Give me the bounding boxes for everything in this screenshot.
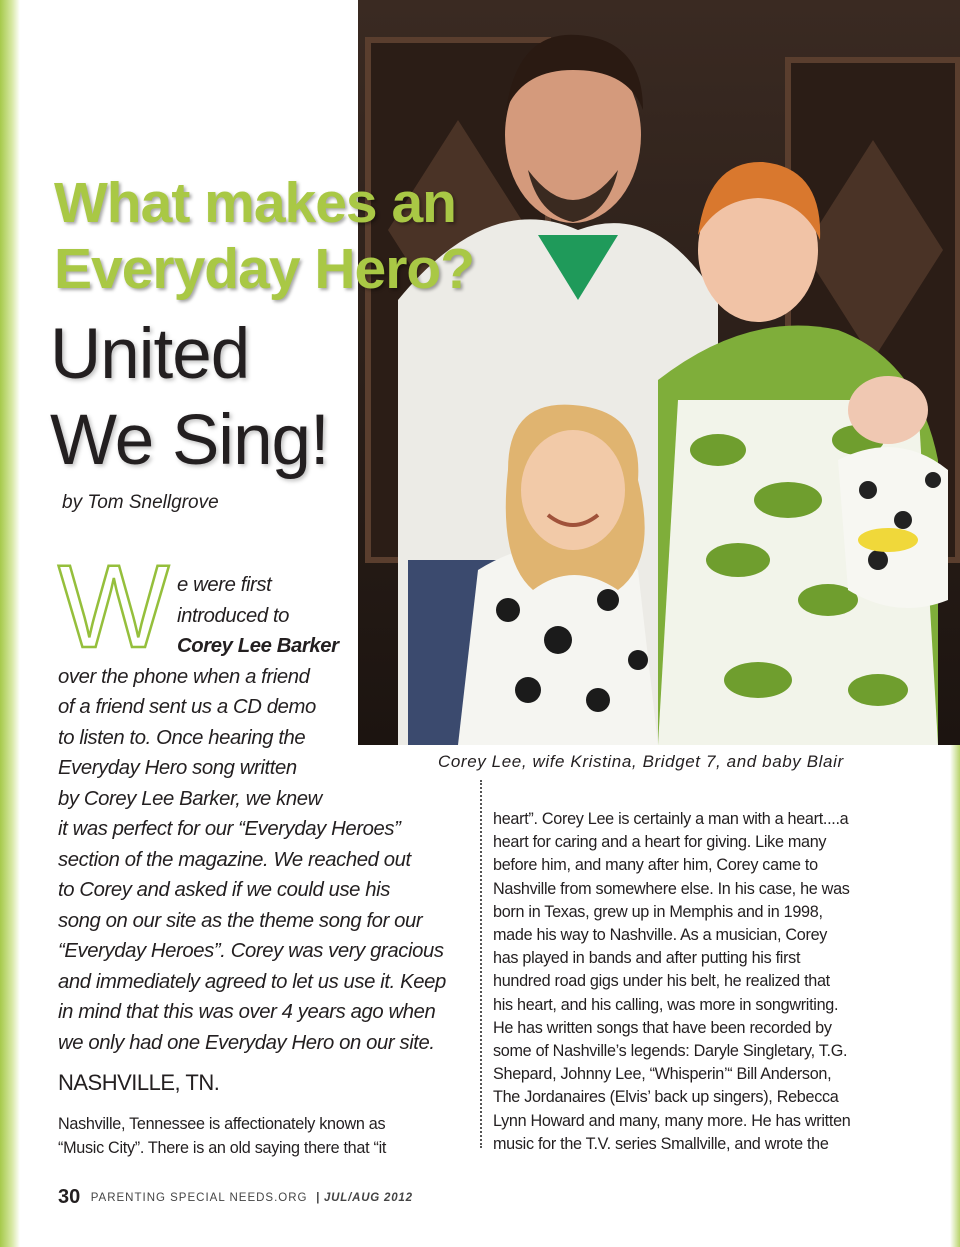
- right-edge-band: [950, 700, 960, 1247]
- intro-line: introduced to: [177, 604, 290, 627]
- body-line: some of Nashville’s legends: Daryle Singletary, T.G.: [493, 1042, 848, 1061]
- page-number: 30: [58, 1186, 81, 1208]
- body-line: heart”. Corey Lee is certainly a man with a heart....a: [493, 810, 849, 828]
- kicker-heading: [54, 170, 474, 302]
- body-line: has played in bands and after putting his first: [493, 949, 801, 968]
- intro-line: and immediately agreed to let us use it. Keep: [58, 970, 446, 993]
- title-line-2: We Sing!: [50, 401, 329, 480]
- body-line: hundred road gigs under his belt, he realized that: [493, 972, 830, 991]
- publication-name: PARENTING SPECIAL NEEDS.ORG: [90, 1191, 308, 1204]
- body-line: his heart, and his calling, was more in songwriting.: [493, 995, 839, 1014]
- body-line: Nashville, Tennessee is affectionately known as: [58, 1115, 386, 1133]
- intro-paragraph: [58, 570, 468, 1058]
- intro-line: by Corey Lee Barker, we knew: [58, 787, 322, 810]
- section-heading: NASHVILLE, TN.: [58, 1070, 220, 1095]
- page-footer: [58, 1186, 413, 1209]
- photo-caption: Corey Lee, wife Kristina, Bridget 7, and baby Blair: [438, 752, 844, 771]
- intro-line: to Corey and asked if we could use his: [58, 879, 391, 901]
- body-line: The Jordanaires (Elvis’ back up singers), Rebecca: [493, 1088, 839, 1107]
- kicker-line-2: Everyday Hero?: [54, 237, 475, 301]
- intro-line: in mind that this was over 4 years ago when: [58, 1001, 436, 1023]
- body-line: Lynn Howard and many, many more. He has written: [493, 1111, 851, 1130]
- body-line: He has written songs that have been recorded by: [493, 1018, 832, 1037]
- article-title: [50, 312, 329, 484]
- title-line-1: United: [50, 315, 250, 394]
- body-line: born in Texas, grew up in Memphis and in 1998,: [493, 902, 823, 921]
- intro-line: Everyday Hero song written: [58, 757, 297, 779]
- intro-line: e were first: [177, 574, 272, 596]
- body-column-right: [493, 808, 903, 1156]
- body-line: music for the T.V. series Smallville, and wrote the: [493, 1134, 829, 1153]
- intro-line: “Everyday Heroes”. Corey was very gracious: [58, 940, 444, 962]
- drop-cap: W: [58, 541, 170, 673]
- body-line: Nashville from somewhere else. In his case, he was: [493, 879, 850, 898]
- intro-line: section of the magazine. We reached out: [58, 848, 411, 871]
- intro-line: to listen to. Once hearing the: [58, 726, 306, 749]
- body-line: Shepard, Johnny Lee, “Whisperin’“ Bill Anderson,: [493, 1065, 832, 1084]
- body-line: “Music City”. There is an old saying there that “it: [58, 1138, 387, 1157]
- body-line: before him, and many after him, Corey came to: [493, 856, 818, 875]
- body-column-left: [58, 1113, 468, 1160]
- intro-line: song on our site as the theme song for our: [58, 909, 423, 932]
- issue-date: | JUL/AUG 2012: [315, 1191, 413, 1204]
- body-line: heart for caring and a heart for giving. Like many: [493, 833, 827, 852]
- kicker-line-1: What makes an: [54, 171, 456, 235]
- byline: by Tom Snellgrove: [62, 492, 219, 513]
- intro-line: of a friend sent us a CD demo: [58, 696, 316, 718]
- left-edge-band: [0, 0, 20, 1247]
- intro-line-name: [58, 631, 468, 662]
- body-line: made his way to Nashville. As a musician, Corey: [493, 926, 828, 945]
- intro-line: we only had one Everyday Hero on our site.: [58, 1031, 435, 1054]
- intro-line: over the phone when a friend: [58, 665, 310, 688]
- column-divider: [480, 780, 482, 1148]
- featured-name: Corey Lee Barker: [177, 635, 339, 657]
- intro-line: it was perfect for our “Everyday Heroes”: [58, 818, 401, 840]
